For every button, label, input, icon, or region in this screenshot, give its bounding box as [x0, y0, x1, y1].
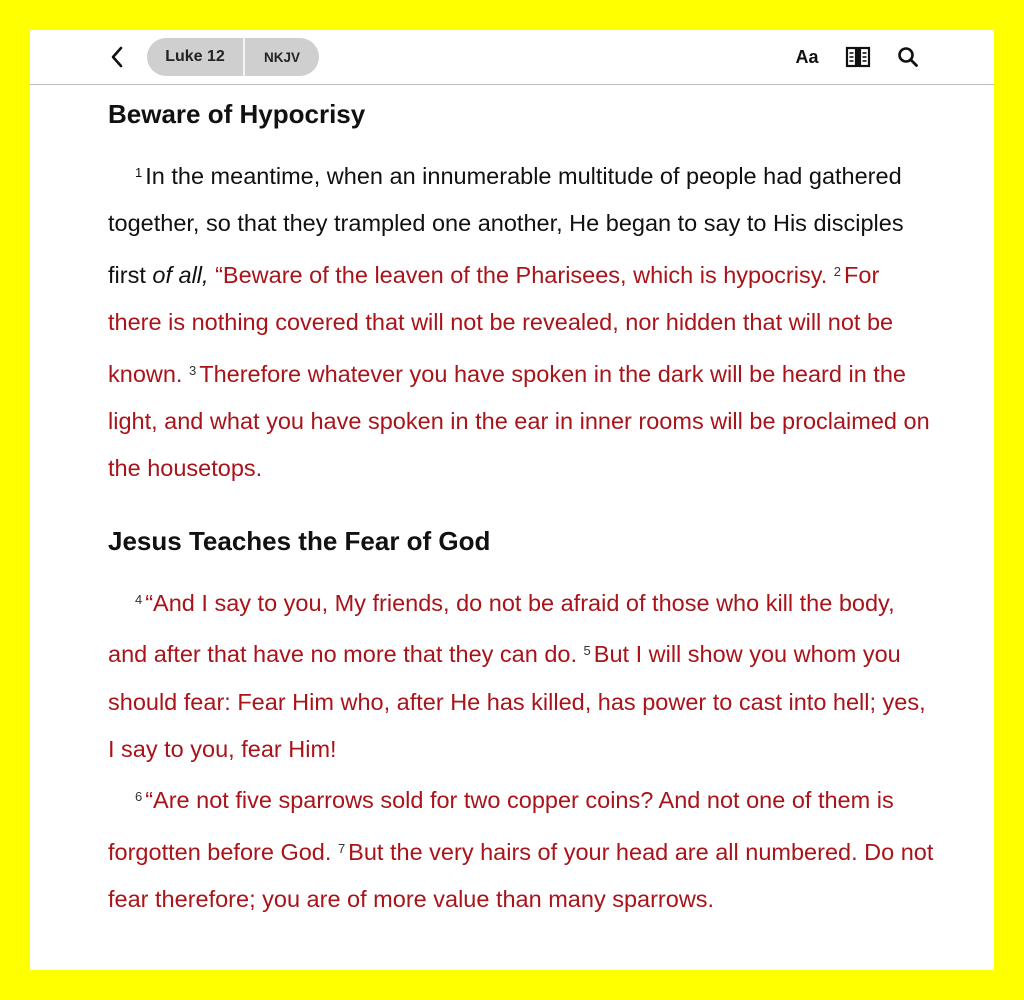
- search-button[interactable]: [892, 41, 924, 73]
- parallel-view-button[interactable]: [841, 41, 875, 73]
- verse-red-text: But the very hairs of your head are all numbered. Do not fear therefore; you are of more value than many sparrows.: [108, 838, 934, 913]
- back-button[interactable]: [102, 41, 132, 73]
- verse-red-text: “Are not five sparrows sold for two copper coins? And not one of them is forgotten before God.: [108, 787, 894, 865]
- chapter-content: [108, 96, 938, 924]
- verse-number[interactable]: 1: [135, 165, 143, 180]
- section-heading: Beware of Hypocrisy: [108, 99, 366, 129]
- parallel-book-icon: [845, 46, 871, 68]
- verse-number[interactable]: 6: [135, 789, 143, 805]
- paragraph: [108, 773, 938, 923]
- font-settings-button[interactable]: Aa: [795, 46, 819, 67]
- paragraph: [108, 576, 938, 774]
- verse-italic-text: of all,: [152, 261, 209, 288]
- reader-panel: [30, 30, 994, 970]
- verse-number[interactable]: 4: [135, 591, 143, 607]
- version-button[interactable]: NKJV: [263, 49, 300, 65]
- verse-number[interactable]: 7: [337, 840, 346, 856]
- top-toolbar: [30, 30, 994, 85]
- paragraph: [108, 149, 938, 493]
- section-heading: Jesus Teaches the Fear of God: [108, 525, 491, 556]
- verse-red-text: “And I say to you, My friends, do not be afraid of those who kill the body, and after that have no more that they can do.: [108, 589, 895, 668]
- passage-selector: [147, 38, 319, 76]
- verse-red-text: For there is nothing covered that will not be revealed, nor hidden that will not be known.: [108, 261, 894, 387]
- chevron-left-icon: [110, 46, 124, 68]
- verse-number[interactable]: 3: [189, 362, 197, 378]
- verse-number[interactable]: 5: [583, 643, 591, 659]
- verse-red-text: “Beware of the leaven of the Pharisees, which is hypocrisy.: [208, 261, 828, 288]
- verse-red-text: But I will show you whom you should fear: Fear Him who, after He has killed, has power to cast into hell; yes, I say to you, fear Him!: [108, 641, 926, 763]
- search-icon: [897, 46, 919, 68]
- verse-number[interactable]: 2: [833, 263, 842, 279]
- verse-text: In the meantime, when an innumerable multitude of people had gathered together, so that they trampled one another, He began to say to His disciples first: [108, 163, 904, 288]
- verse-red-text: Therefore whatever you have spoken in the dark will be heard in the light, and what you have spoken in the ear in inner rooms will be proclaimed on the housetops.: [108, 360, 930, 482]
- book-chapter-button[interactable]: Luke 12: [165, 48, 225, 65]
